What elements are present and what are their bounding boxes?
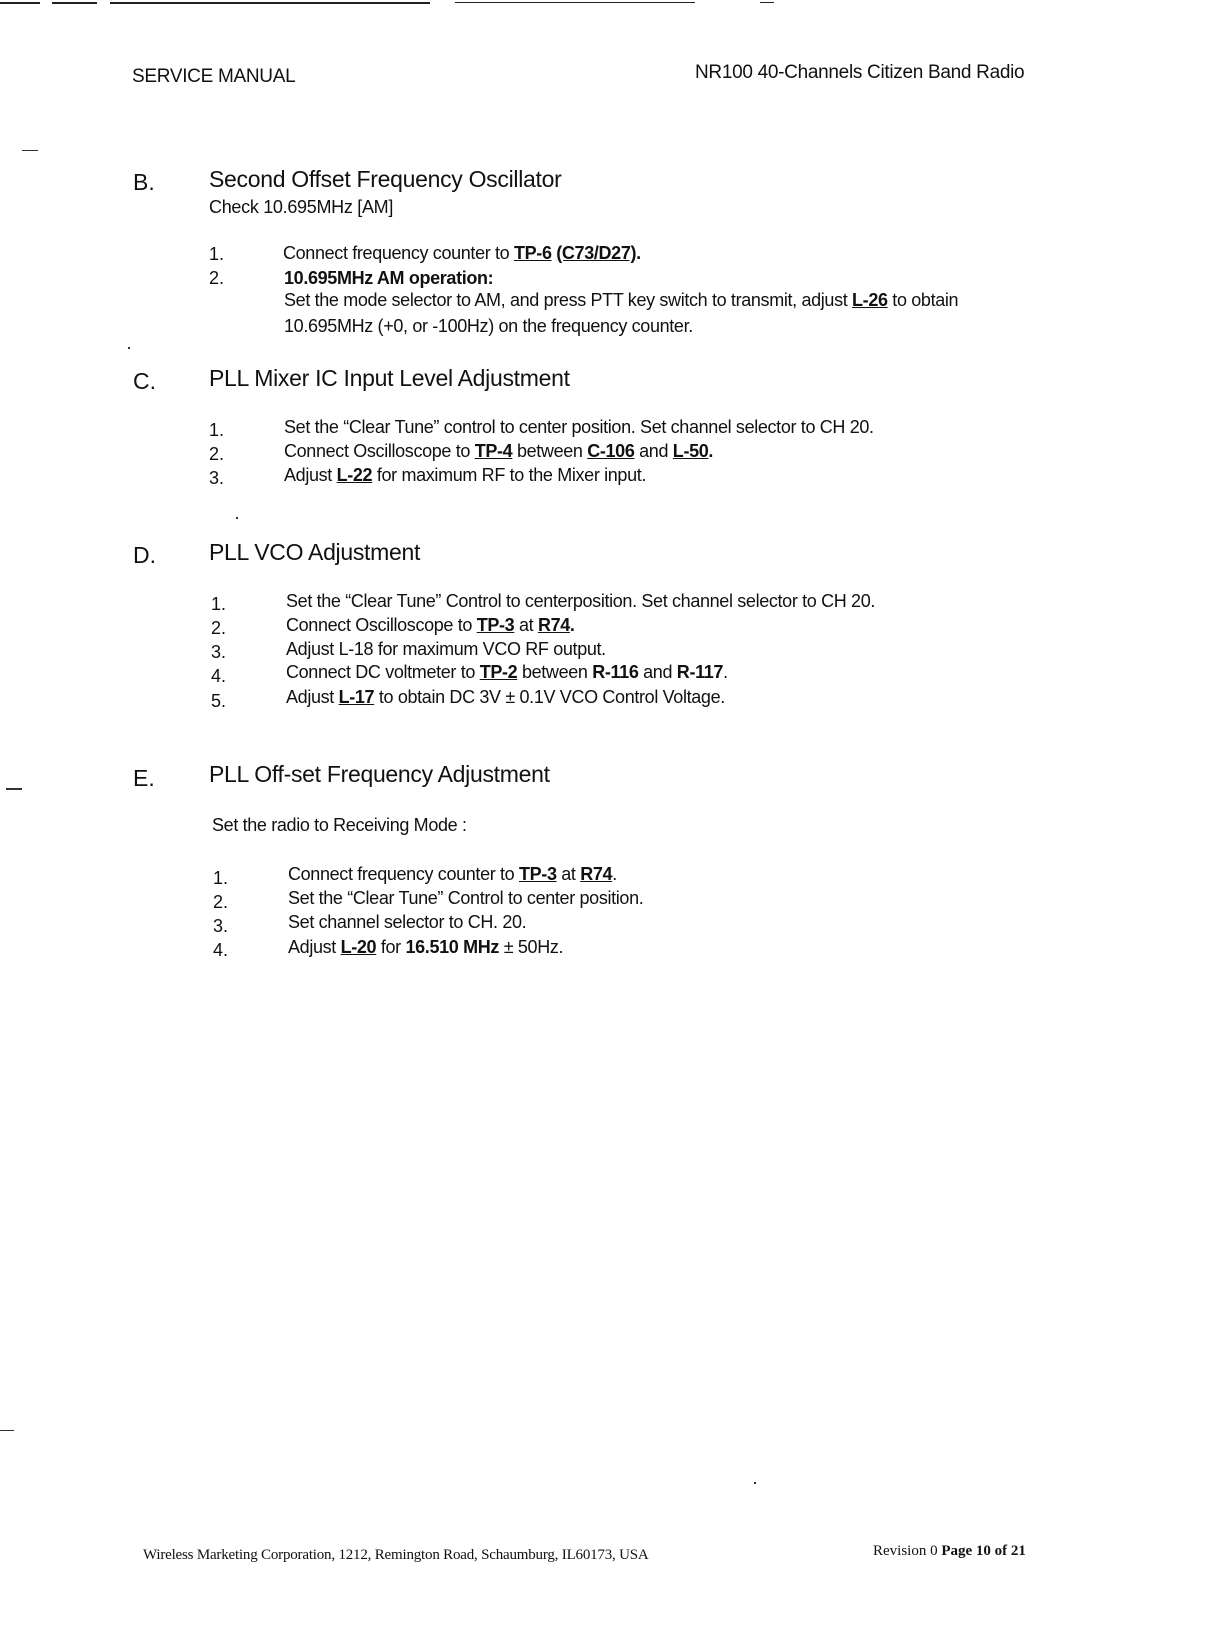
scan-edge-line: [110, 2, 430, 4]
step-text: Adjust L-22 for maximum RF to the Mixer input.: [284, 465, 647, 485]
section-title: PLL Mixer IC Input Level Adjustment: [209, 365, 570, 391]
page-number: Page 10 of 21: [941, 1543, 1026, 1559]
step-text: Set channel selector to CH. 20.: [288, 912, 527, 932]
step-number: 5.: [211, 691, 227, 711]
step-number: 3.: [209, 468, 225, 488]
step-number: 4.: [211, 666, 227, 686]
revision-label: Revision 0: [873, 1543, 942, 1559]
step-number: 2.: [213, 892, 229, 912]
section-subtitle: Check 10.695MHz [AM]: [209, 197, 394, 217]
scan-speck: [0, 1430, 14, 1431]
coil-ref: L-26: [852, 290, 888, 310]
section-title: PLL Off-set Frequency Adjustment: [209, 761, 550, 787]
scan-edge-line: [455, 2, 695, 3]
footer-company-address: Wireless Marketing Corporation, 1212, Remington Road, Schaumburg, IL60173, USA: [143, 1547, 649, 1563]
coil-ref: L-50: [672, 441, 709, 461]
component-ref: R-116: [592, 662, 639, 682]
step-text: Set the “Clear Tune” control to center position. Set channel selector to CH 20.: [284, 417, 874, 437]
step-number: 2.: [211, 618, 227, 638]
scan-speck: [128, 347, 130, 349]
header-product-title: NR100 40-Channels Citizen Band Radio: [695, 62, 1025, 83]
section-letter: D.: [133, 542, 156, 568]
scan-speck: [6, 788, 22, 790]
coil-ref: L-17: [338, 687, 375, 707]
step-number: 4.: [213, 940, 229, 960]
section-letter: C.: [133, 368, 156, 394]
scan-speck: [22, 150, 38, 151]
step-text: Set the “Clear Tune” Control to center position.: [288, 888, 644, 908]
coil-ref: L-20: [340, 937, 377, 957]
step-text: Connect DC voltmeter to TP-2 between R-116 and R-117.: [286, 662, 728, 682]
step-text: Adjust L-20 for 16.510 MHz ± 50Hz.: [288, 937, 564, 957]
target-frequency: 16.510 MHz: [405, 937, 500, 957]
step-text: Adjust L-18 for maximum VCO RF output.: [286, 639, 606, 659]
step-text: 10.695MHz (+0, or -100Hz) on the frequency counter.: [284, 316, 693, 336]
section-letter: B.: [133, 169, 155, 195]
component-ref: (C73/D27): [556, 243, 637, 263]
step-number: 3.: [211, 642, 227, 662]
coil-ref: L-22: [336, 465, 373, 485]
test-point-ref: TP-3: [476, 615, 515, 635]
section-title: Second Offset Frequency Oscillator: [209, 166, 562, 192]
step-number: 1.: [209, 420, 225, 440]
step-heading: 10.695MHz AM operation:: [284, 268, 494, 288]
step-text: Connect frequency counter to TP-6 (C73/D27).: [283, 243, 641, 263]
component-ref: R74: [537, 615, 570, 635]
component-ref: R74: [580, 864, 613, 884]
section-letter: E.: [133, 765, 155, 791]
section-title: PLL VCO Adjustment: [209, 539, 421, 565]
step-text: Adjust L-17 to obtain DC 3V ± 0.1V VCO Control Voltage.: [286, 687, 725, 707]
test-point-ref: TP-4: [474, 441, 513, 461]
step-number: 2.: [209, 268, 225, 288]
step-text: Connect Oscilloscope to TP-3 at R74.: [286, 615, 575, 635]
step-number: 2.: [209, 444, 225, 464]
step-text: Set the mode selector to AM, and press PTT key switch to transmit, adjust L-26 to obtain: [284, 290, 959, 310]
step-number: 1.: [209, 244, 225, 264]
footer-page-info: [873, 1543, 1026, 1560]
step-number: 1.: [213, 868, 229, 888]
step-text: Set the “Clear Tune” Control to centerposition. Set channel selector to CH 20.: [286, 591, 876, 611]
component-ref: R-117: [676, 662, 724, 682]
header-manual-label: SERVICE MANUAL: [132, 66, 296, 87]
step-text: Connect frequency counter to TP-3 at R74.: [288, 864, 617, 884]
scan-edge-line: [760, 2, 774, 3]
test-point-ref: TP-6: [514, 243, 552, 263]
step-number: 3.: [213, 916, 229, 936]
step-number: 1.: [211, 594, 227, 614]
step-text: Connect Oscilloscope to TP-4 between C-106 and L-50.: [284, 441, 714, 461]
test-point-ref: TP-3: [519, 864, 557, 884]
section-intro: Set the radio to Receiving Mode :: [212, 815, 467, 835]
component-ref: C-106: [587, 441, 635, 461]
scan-speck: [236, 517, 238, 519]
scan-speck: [754, 1482, 756, 1484]
scan-edge-line: [52, 2, 97, 4]
test-point-ref: TP-2: [479, 662, 518, 682]
scan-edge-line: [0, 2, 40, 4]
